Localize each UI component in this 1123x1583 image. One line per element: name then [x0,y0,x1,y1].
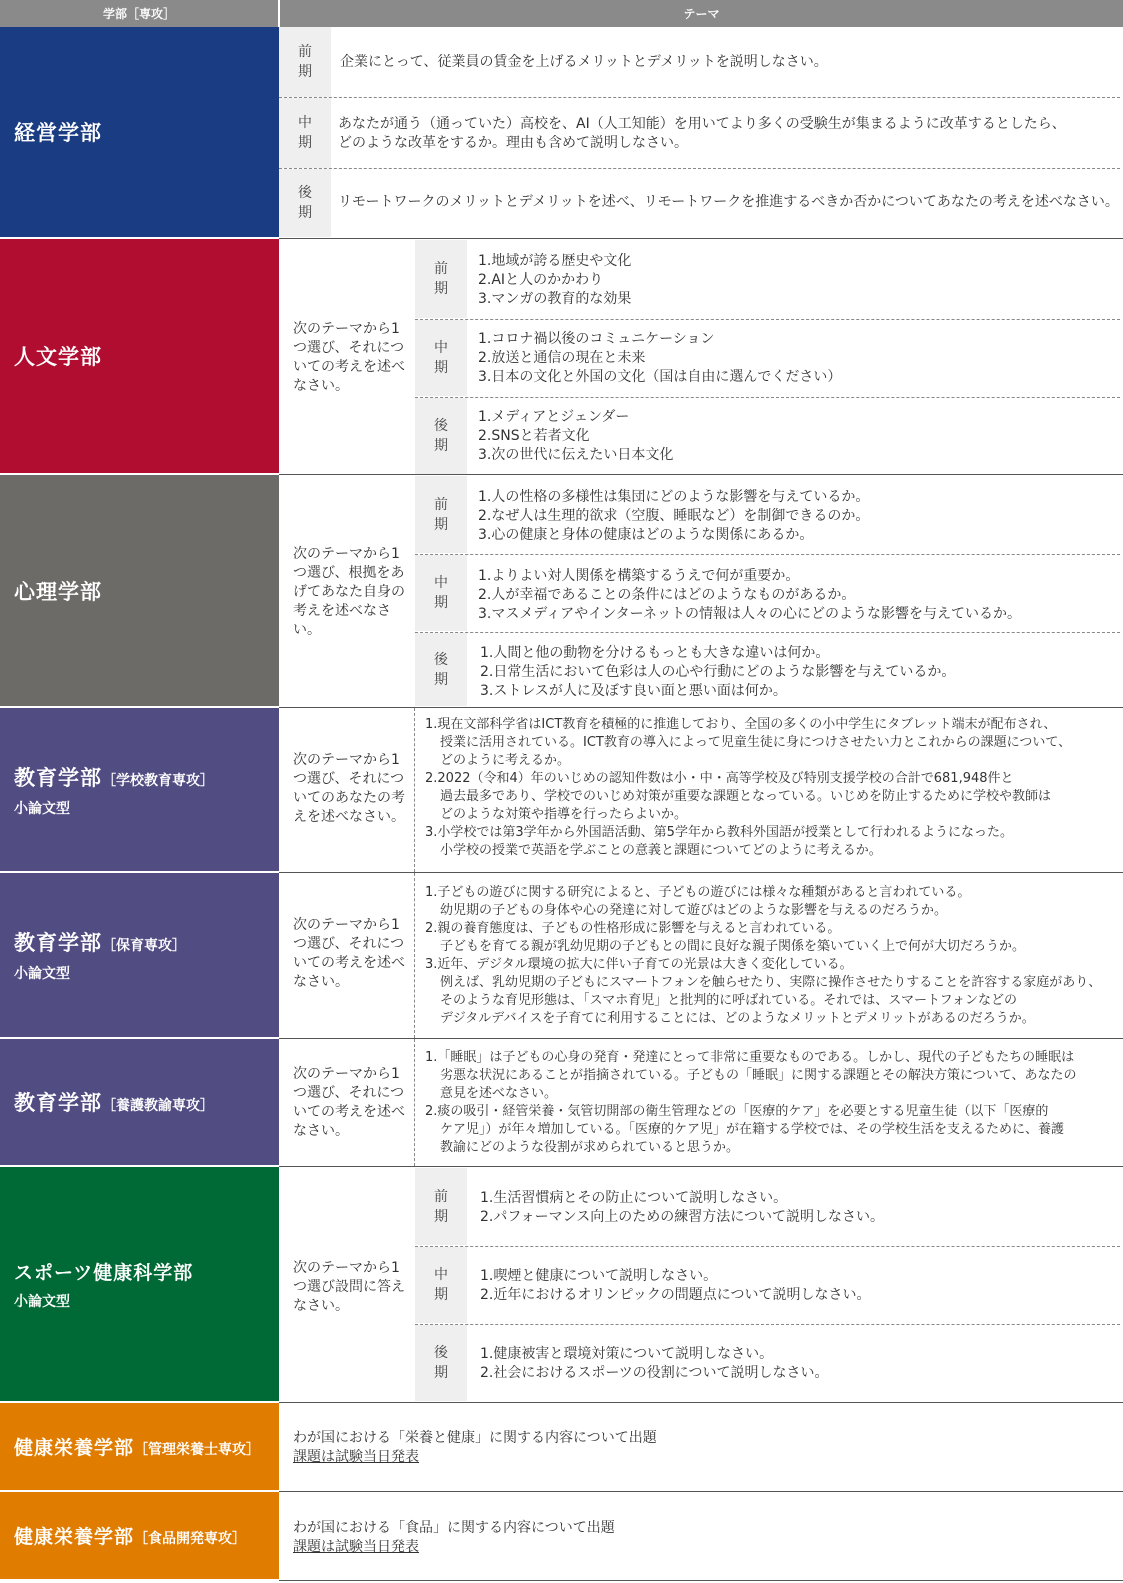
instruction: 次のテーマから1つ選び、それについての考えを述べなさい。 [293,321,405,394]
major-label: ［食品開発専攻］ [134,1531,247,1547]
divider [415,554,1120,555]
divider [279,168,1120,169]
dept-kyoiku-gakko [0,708,279,873]
dept-sports [0,1167,279,1403]
phase-mid: 中期 [415,555,467,631]
major-label: ［管理栄養士専攻］ [134,1442,261,1458]
divider [415,1324,1120,1325]
phase-early: 前期 [415,240,467,318]
divider [414,1039,415,1166]
phase-mid: 中期 [415,1247,467,1323]
phase-late: 後期 [279,169,331,237]
theme-list: 1.健康被害と環境対策について説明しなさい。 2.社会におけるスポーツの役割について説明しなさい。 [480,1346,829,1381]
divider [279,1580,1123,1581]
major-label: ［保育専攻］ [102,938,186,954]
phase-early: 前期 [279,27,331,97]
instruction: 次のテーマから1つ選び、それについての考えを述べなさい。 [293,917,405,990]
dept-name: スポーツ健康科学部 [14,1261,194,1284]
divider [279,1402,1123,1403]
divider [279,1038,1123,1039]
dept-eiyo-kanri [0,1403,279,1492]
divider [414,873,415,1038]
phase-late: 後期 [415,633,467,706]
dept-name: 健康栄養学部［管理栄養士専攻］ [14,1437,261,1459]
divider [415,632,1120,633]
theme-text: 企業にとって、従業員の賃金を上げるメリットとデメリットを説明しなさい。 [340,54,828,70]
dept-name: 経営学部 [14,121,102,145]
theme-list: 1.地域が誇る歴史や文化 2.AIと人のかかわり 3.マンガの教育的な効果 [478,253,632,307]
theme-list: 1.人間と他の動物を分けるもっとも大きな違いは何か。 2.日常生活において色彩は人の心や行動にどのような影響を与えているか。 3.ストレスが人に及ぼす良い面と悪い面は何か。 [480,645,956,699]
divider [279,872,1123,873]
instruction: 次のテーマから1つ選び、それについてのあなたの考えを述べなさい。 [293,752,405,825]
theme-list: 1.メディアとジェンダー 2.SNSと若者文化 3.次の世代に伝えたい日本文化 [478,409,674,463]
theme-text: リモートワークのメリットとデメリットを述べ、リモートワークを推進するべきか否かについてあなたの考えを述べなさい。 [338,194,1119,210]
theme-list: 1.「睡眠」は子どもの心身の発育・発達にとって非常に重要なものである。しかし、現代の子どもたちの睡眠は 劣悪な状況にあることが指摘されている。子どもの「睡眠」に関する課題とその解決方策について、あなたの 意見を述べなさい。 2.痰の吸引・経管栄養・気管切開部の衛生管理などの「医療的ケア」を必要とする児童生徒（以下「医療的 ケア児」）が年々増加している。「医療的ケア児」が在籍する学校では、その学校生活を支えるために、養護 教諭にどのような役割が求められていると思うか。 [425,1050,1077,1155]
dept-name: 教育学部［学校教育専攻］ [14,765,214,790]
dept-name: 人文学部 [14,345,102,369]
phase-late: 後期 [415,1325,467,1401]
major-label: ［学校教育専攻］ [102,772,214,789]
exam-type: 小論文型 [14,966,70,982]
phase-mid: 中期 [279,98,331,168]
dept-kyoiku-yogo [0,1039,279,1167]
major-label: ［養護教諭専攻］ [102,1098,214,1114]
instruction: 次のテーマから1つ選び、根拠をあげてあなた自身の考えを述べなさい。 [293,546,405,638]
divider [415,397,1120,398]
dept-kyoiku-hoiku [0,873,279,1039]
instruction: 次のテーマから1つ選び設問に答えなさい。 [293,1260,405,1314]
phase-late: 後期 [415,398,467,474]
instruction: 次のテーマから1つ選び、それについての考えを述べなさい。 [293,1066,405,1139]
theme-text: わが国における「食品」に関する内容について出題 課題は試験当日発表 [293,1520,615,1555]
divider [414,708,415,872]
dept-eiyo-shokuhin [0,1492,279,1581]
theme-list: 1.コロナ禍以後のコミュニケーション 2.放送と通信の現在と未来 3.日本の文化と外国の文化（国は自由に選んでください） [478,331,842,385]
theme-list: 1.人の性格の多様性は集団にどのような影響を与えているか。 2.なぜ人は生理的欲求（空腹、睡眠など）を制御できるのか。 3.心の健康と身体の健康はどのような関係にあるか。 [478,489,870,543]
phase-early: 前期 [415,1168,467,1245]
phase-early: 前期 [415,476,467,553]
dept-name: 心理学部 [14,579,102,604]
theme-list: 1.喫煙と健康について説明しなさい。 2.近年におけるオリンピックの問題点について説明しなさい。 [480,1268,871,1303]
header-theme: テーマ [280,0,1123,27]
theme-list: 1.現在文部科学省はICT教育を積極的に推進しており、全国の多くの小中学生にタブレット端末が配布され、 授業に活用されている。ICT教育の導入によって児童生徒に身につけさせたい力とこれからの課題について、 どのように考えるか。 2.2022（令和4）年のいじめの認知件数は小・中・高等学校及び特別支援学校の合計で681,948件と 過去最多であり、学校でのいじめ対策が重要な課題となっている。いじめを防止するために学校や教師は どのような対策や指導を行ったらよいか。 3.小学校では第3学年から外国語活動、第5学年から教科外国語が授業として行われるようになった。 小学校の授業で英語を学ぶことの意義と課題についてどのように考えるか。 [425,717,1072,858]
phase-mid: 中期 [415,320,467,396]
dept-jinbun [0,239,279,475]
exam-type: 小論文型 [14,800,70,817]
exam-type: 小論文型 [14,1293,70,1310]
divider [279,474,1123,475]
divider [279,97,1120,98]
header-dept: 学部［専攻］ [0,0,278,27]
dept-shinri [0,475,279,708]
theme-list: 1.子どもの遊びに関する研究によると、子どもの遊びには様々な種類があると言われている。 幼児期の子どもの身体や心の発達に対して遊びはどのような影響を与えるのだろうか。 2.親の養育態度は、子どもの性格形成に影響を与えると言われている。 子どもを育てる親が乳幼児期の子どもとの間に良好な親子関係を築いていく上で何が大切だろうか。 3.近年、デジタル環境の拡大に伴い子育ての光景は大きく変化している。 例えば、乳幼児期の子どもにスマートフォンを触らせたり、実際に操作させたりすることを許容する家庭があり、 そのような育児形態は、「スマホ育児」と批判的に呼ばれている。それでは、スマートフォンなどの デジタルデバイスを子育てに利用することには、どのようなメリットとデメリットがあるのだろうか。 [425,885,1102,1026]
divider [279,238,1123,239]
dept-keiei [0,27,279,239]
divider [279,707,1123,708]
dept-name: 教育学部［保育専攻］ [14,931,186,955]
divider [415,319,1120,320]
divider [279,1166,1123,1167]
theme-text: わが国における「栄養と健康」に関する内容について出題 課題は試験当日発表 [293,1430,657,1465]
theme-text: あなたが通う（通っていた）高校を、AI（人工知能）を用いてより多くの受験生が集まるように改革するとしたら、 どのような改革をするか。理由も含めて説明しなさい。 [338,116,1066,151]
dept-name: 健康栄養学部［食品開発専攻］ [14,1526,247,1548]
theme-list: 1.生活習慣病とその防止について説明しなさい。 2.パフォーマンス向上のための練習方法について説明しなさい。 [480,1190,884,1225]
divider [415,1246,1120,1247]
divider [279,1491,1123,1492]
theme-list: 1.よりよい対人関係を構築するうえで何が重要か。 2.人が幸福であることの条件にはどのようなものがあるか。 3.マスメディアやインターネットの情報は人々の心にどのような影響を与えているか。 [478,568,1021,622]
dept-name: 教育学部［養護教諭専攻］ [14,1091,214,1115]
